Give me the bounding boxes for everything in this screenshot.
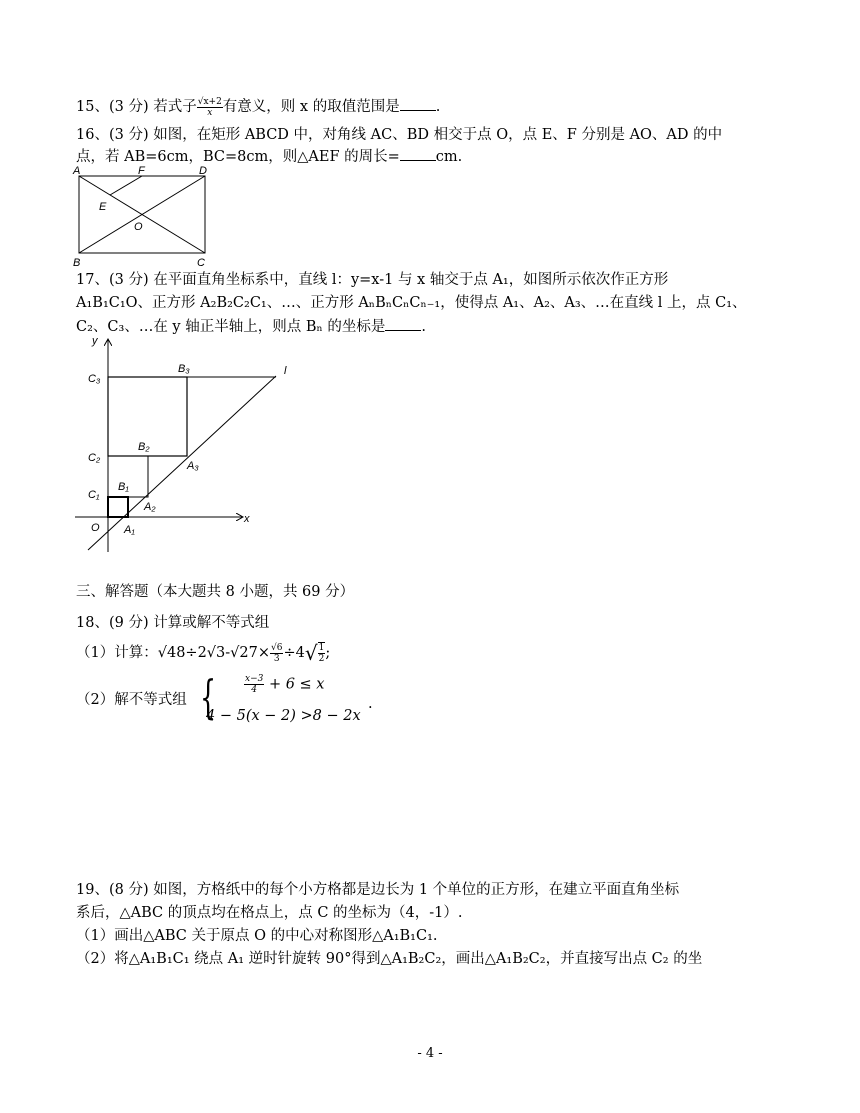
q18-part1-root-den: 2 xyxy=(318,654,325,664)
q18-ineq1-frac xyxy=(244,674,264,695)
square-1 xyxy=(108,497,128,517)
label-a3: A₃ xyxy=(187,460,199,472)
q18-title: 18、(9 分) 计算或解不等式组 xyxy=(76,615,270,631)
q18-part1 xyxy=(76,642,330,664)
label-a: A xyxy=(73,165,81,177)
label-x: x xyxy=(244,513,250,525)
q17-answer-blank xyxy=(385,316,421,331)
q18-ineq2: 4 − 5(x − 2) >8 − 2x xyxy=(206,708,361,724)
q18-part1-frac xyxy=(270,643,283,664)
q17-line3-prefix: C₂、C₃、…在 y 轴正半轴上，则点 Bₙ 的坐标是 xyxy=(76,319,386,335)
q18-part1-mid: ÷4 xyxy=(283,645,305,661)
page-number: - 4 - xyxy=(417,1046,443,1061)
q18-ineq1-frac-den: 4 xyxy=(251,685,258,695)
q17-line1: 17、(3 分) 在平面直角坐标系中，直线 l：y=x-1 与 x 轴交于点 A₁，如图所示依次作正方形 xyxy=(76,272,669,288)
q15-suffix: 有意义，则 x 的取值范围是 xyxy=(222,99,400,115)
label-c2: C₂ xyxy=(88,452,101,464)
label-a2: A₂ xyxy=(144,501,156,513)
q18-part2-prefix: （2）解不等式组 xyxy=(76,692,187,708)
label-b1: B₁ xyxy=(118,481,129,493)
label-d: D xyxy=(199,165,207,177)
q19-line4: （2）将△A₁B₁C₁ 绕点 A₁ 逆时针旋转 90°得到△A₁B₂C₂，画出△A₁B₂C₂，并直接写出点 C₂ 的坐 xyxy=(76,951,703,967)
q16-line2-prefix: 点，若 AB=6cm，BC=8cm，则△AEF 的周长= xyxy=(76,149,400,165)
q18-part1-end: ; xyxy=(325,645,331,661)
q15-answer-blank xyxy=(400,96,436,111)
q16-answer-blank xyxy=(400,146,436,161)
q16-line2-suffix: cm. xyxy=(435,149,463,165)
label-c1: C₁ xyxy=(88,489,100,501)
q19-line1: 19、(8 分) 如图，方格纸中的每个小方格都是边长为 1 个单位的正方形，在建立平面直角坐标 xyxy=(76,882,680,898)
label-b: B xyxy=(73,257,81,269)
label-l: l xyxy=(284,365,287,377)
label-b2: B₂ xyxy=(138,441,150,453)
q19-line2: 系后，△ABC 的顶点均在格点上，点 C 的坐标为（4，-1）. xyxy=(76,905,463,921)
q15-prefix: 15、(3 分) 若式子 xyxy=(76,99,197,115)
q18-part1-frac-den: 3 xyxy=(273,653,280,664)
q18-ineq1-frac-num: x−3 xyxy=(245,674,264,684)
label-o: O xyxy=(134,221,143,233)
label-o: O xyxy=(91,522,100,534)
label-c: C xyxy=(197,257,205,269)
q18-part1-root-num: 1 xyxy=(318,643,325,653)
q18-part1-prefix: （1）计算：√48÷2√3-√27× xyxy=(76,645,270,661)
q15-frac-num: √x+2 xyxy=(197,96,222,107)
label-a1: A₁ xyxy=(124,524,135,536)
q16-rectangle-figure xyxy=(70,164,220,270)
q15-line xyxy=(76,96,440,118)
label-b3: B₃ xyxy=(178,363,190,375)
q18-part2-end: . xyxy=(368,696,373,712)
q15-fraction xyxy=(197,97,223,118)
q15-frac-den: x xyxy=(207,107,213,118)
label-y: y xyxy=(92,335,98,347)
q15-end: . xyxy=(435,99,441,115)
q16-line1: 16、(3 分) 如图，在矩形 ABCD 中，对角线 AC、BD 相交于点 O，点 E、F 分别是 AO、AD 的中 xyxy=(76,127,723,143)
q18-root-sign: √ xyxy=(304,641,318,665)
q17-squares-figure xyxy=(70,330,310,556)
q17-line3-suffix: . xyxy=(421,319,426,335)
label-c3: C₃ xyxy=(88,373,101,385)
section3-title: 三、解答题（本大题共 8 小题，共 69 分） xyxy=(76,584,355,600)
label-f: F xyxy=(138,165,145,177)
q18-ineq1-rest: + 6 ≤ x xyxy=(268,676,325,693)
q18-part1-frac-num: √6 xyxy=(271,642,283,653)
q17-line2: A₁B₁C₁O、正方形 A₂B₂C₂C₁、…、正方形 AₙBₙCₙCₙ₋₁，使得点 A₁、A₂、A₃、…在直线 l 上，点 C₁、 xyxy=(76,295,747,311)
label-e: E xyxy=(99,201,107,213)
q18-ineq1 xyxy=(244,674,324,695)
segment-ef xyxy=(110,176,142,195)
q19-line3: （1）画出△ABC 关于原点 O 的中心对称图形△A₁B₁C₁. xyxy=(76,928,438,944)
q18-brace: { xyxy=(200,670,217,724)
